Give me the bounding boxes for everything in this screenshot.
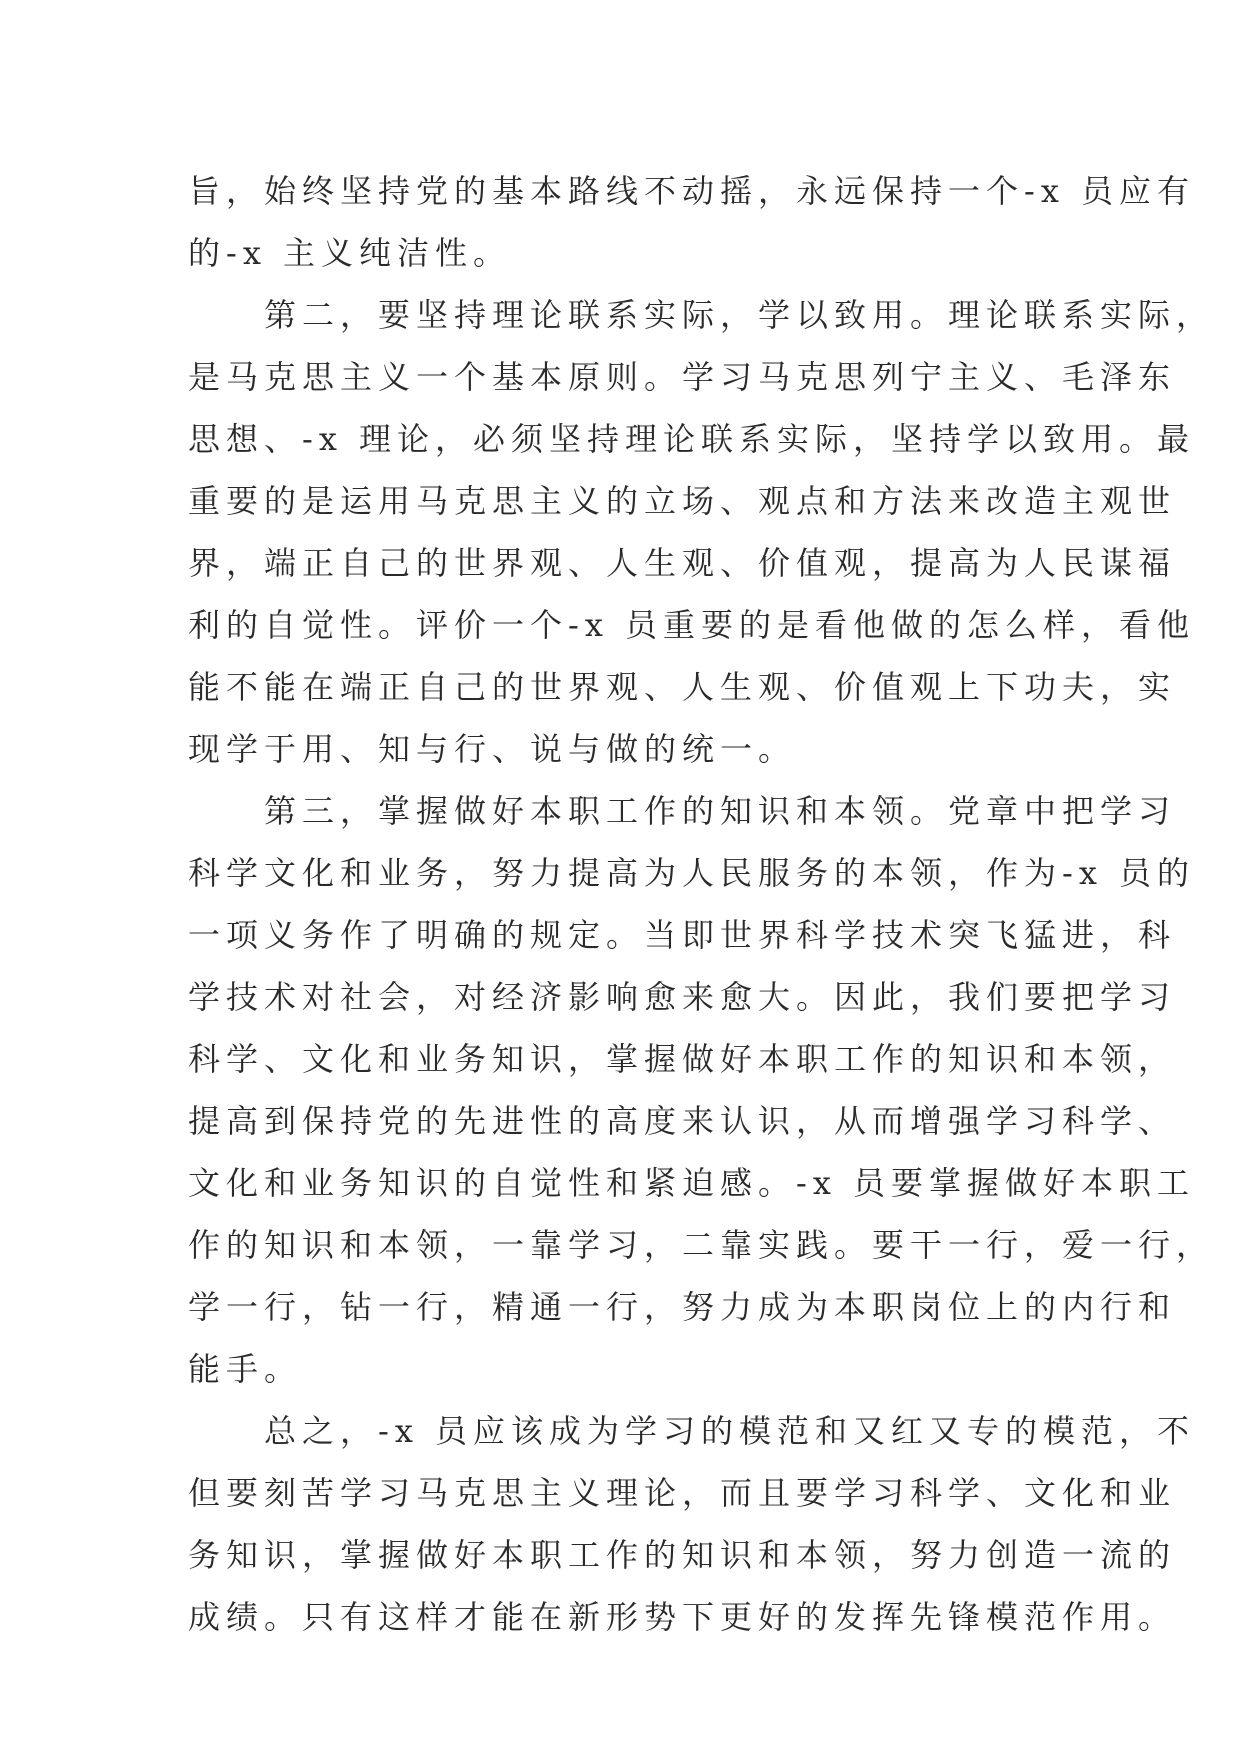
text-line: 作的知识和本领，一靠学习，二靠实践。要干一行，爱一行， <box>188 1226 1215 1264</box>
text-line: 务知识，掌握做好本职工作的知识和本领，努力创造一流的 <box>188 1536 1177 1574</box>
text-line: 利的自觉性。评价一个-x 员重要的是看他做的怎么样，看他 <box>188 606 1196 644</box>
text-line: 思想、-x 理论，必须坚持理论联系实际，坚持学以致用。最 <box>188 420 1196 458</box>
text-line: 学技术对社会，对经济影响愈来愈大。因此，我们要把学习 <box>188 978 1177 1016</box>
paragraph-start-line: 第二，要坚持理论联系实际，学以致用。理论联系实际， <box>264 296 1215 334</box>
text-line: 是马克思主义一个基本原则。学习马克思列宁主义、毛泽东 <box>188 358 1177 396</box>
text-line: 的-x 主义纯洁性。 <box>188 234 512 272</box>
text-line: 学一行，钻一行，精通一行，努力成为本职岗位上的内行和 <box>188 1288 1177 1326</box>
paragraph-start-line: 第三，掌握做好本职工作的知识和本领。党章中把学习 <box>264 792 1177 830</box>
text-line: 界，端正自己的世界观、人生观、价值观，提高为人民谋福 <box>188 544 1177 582</box>
text-line: 能不能在端正自己的世界观、人生观、价值观上下功夫，实 <box>188 668 1177 706</box>
text-line: 能手。 <box>188 1350 303 1388</box>
text-line: 一项义务作了明确的规定。当即世界科学技术突飞猛进，科 <box>188 916 1177 954</box>
text-line: 科学、文化和业务知识，掌握做好本职工作的知识和本领， <box>188 1040 1177 1078</box>
text-line: 但要刻苦学习马克思主义理论，而且要学习科学、文化和业 <box>188 1474 1177 1512</box>
text-line: 文化和业务知识的自觉性和紧迫感。-x 员要掌握做好本职工 <box>188 1164 1196 1202</box>
text-line: 重要的是运用马克思主义的立场、观点和方法来改造主观世 <box>188 482 1177 520</box>
document-body <box>188 160 1215 1648</box>
text-line: 现学于用、知与行、说与做的统一。 <box>188 730 797 768</box>
text-line: 旨，始终坚持党的基本路线不动摇，永远保持一个-x 员应有 <box>188 172 1196 210</box>
text-line: 科学文化和业务，努力提高为人民服务的本领，作为-x 员的 <box>188 854 1196 892</box>
paragraph-start-line: 总之，-x 员应该成为学习的模范和又红又专的模范，不 <box>264 1412 1196 1450</box>
text-line: 成绩。只有这样才能在新形势下更好的发挥先锋模范作用。 <box>188 1598 1177 1636</box>
text-line: 提高到保持党的先进性的高度来认识，从而增强学习科学、 <box>188 1102 1177 1140</box>
